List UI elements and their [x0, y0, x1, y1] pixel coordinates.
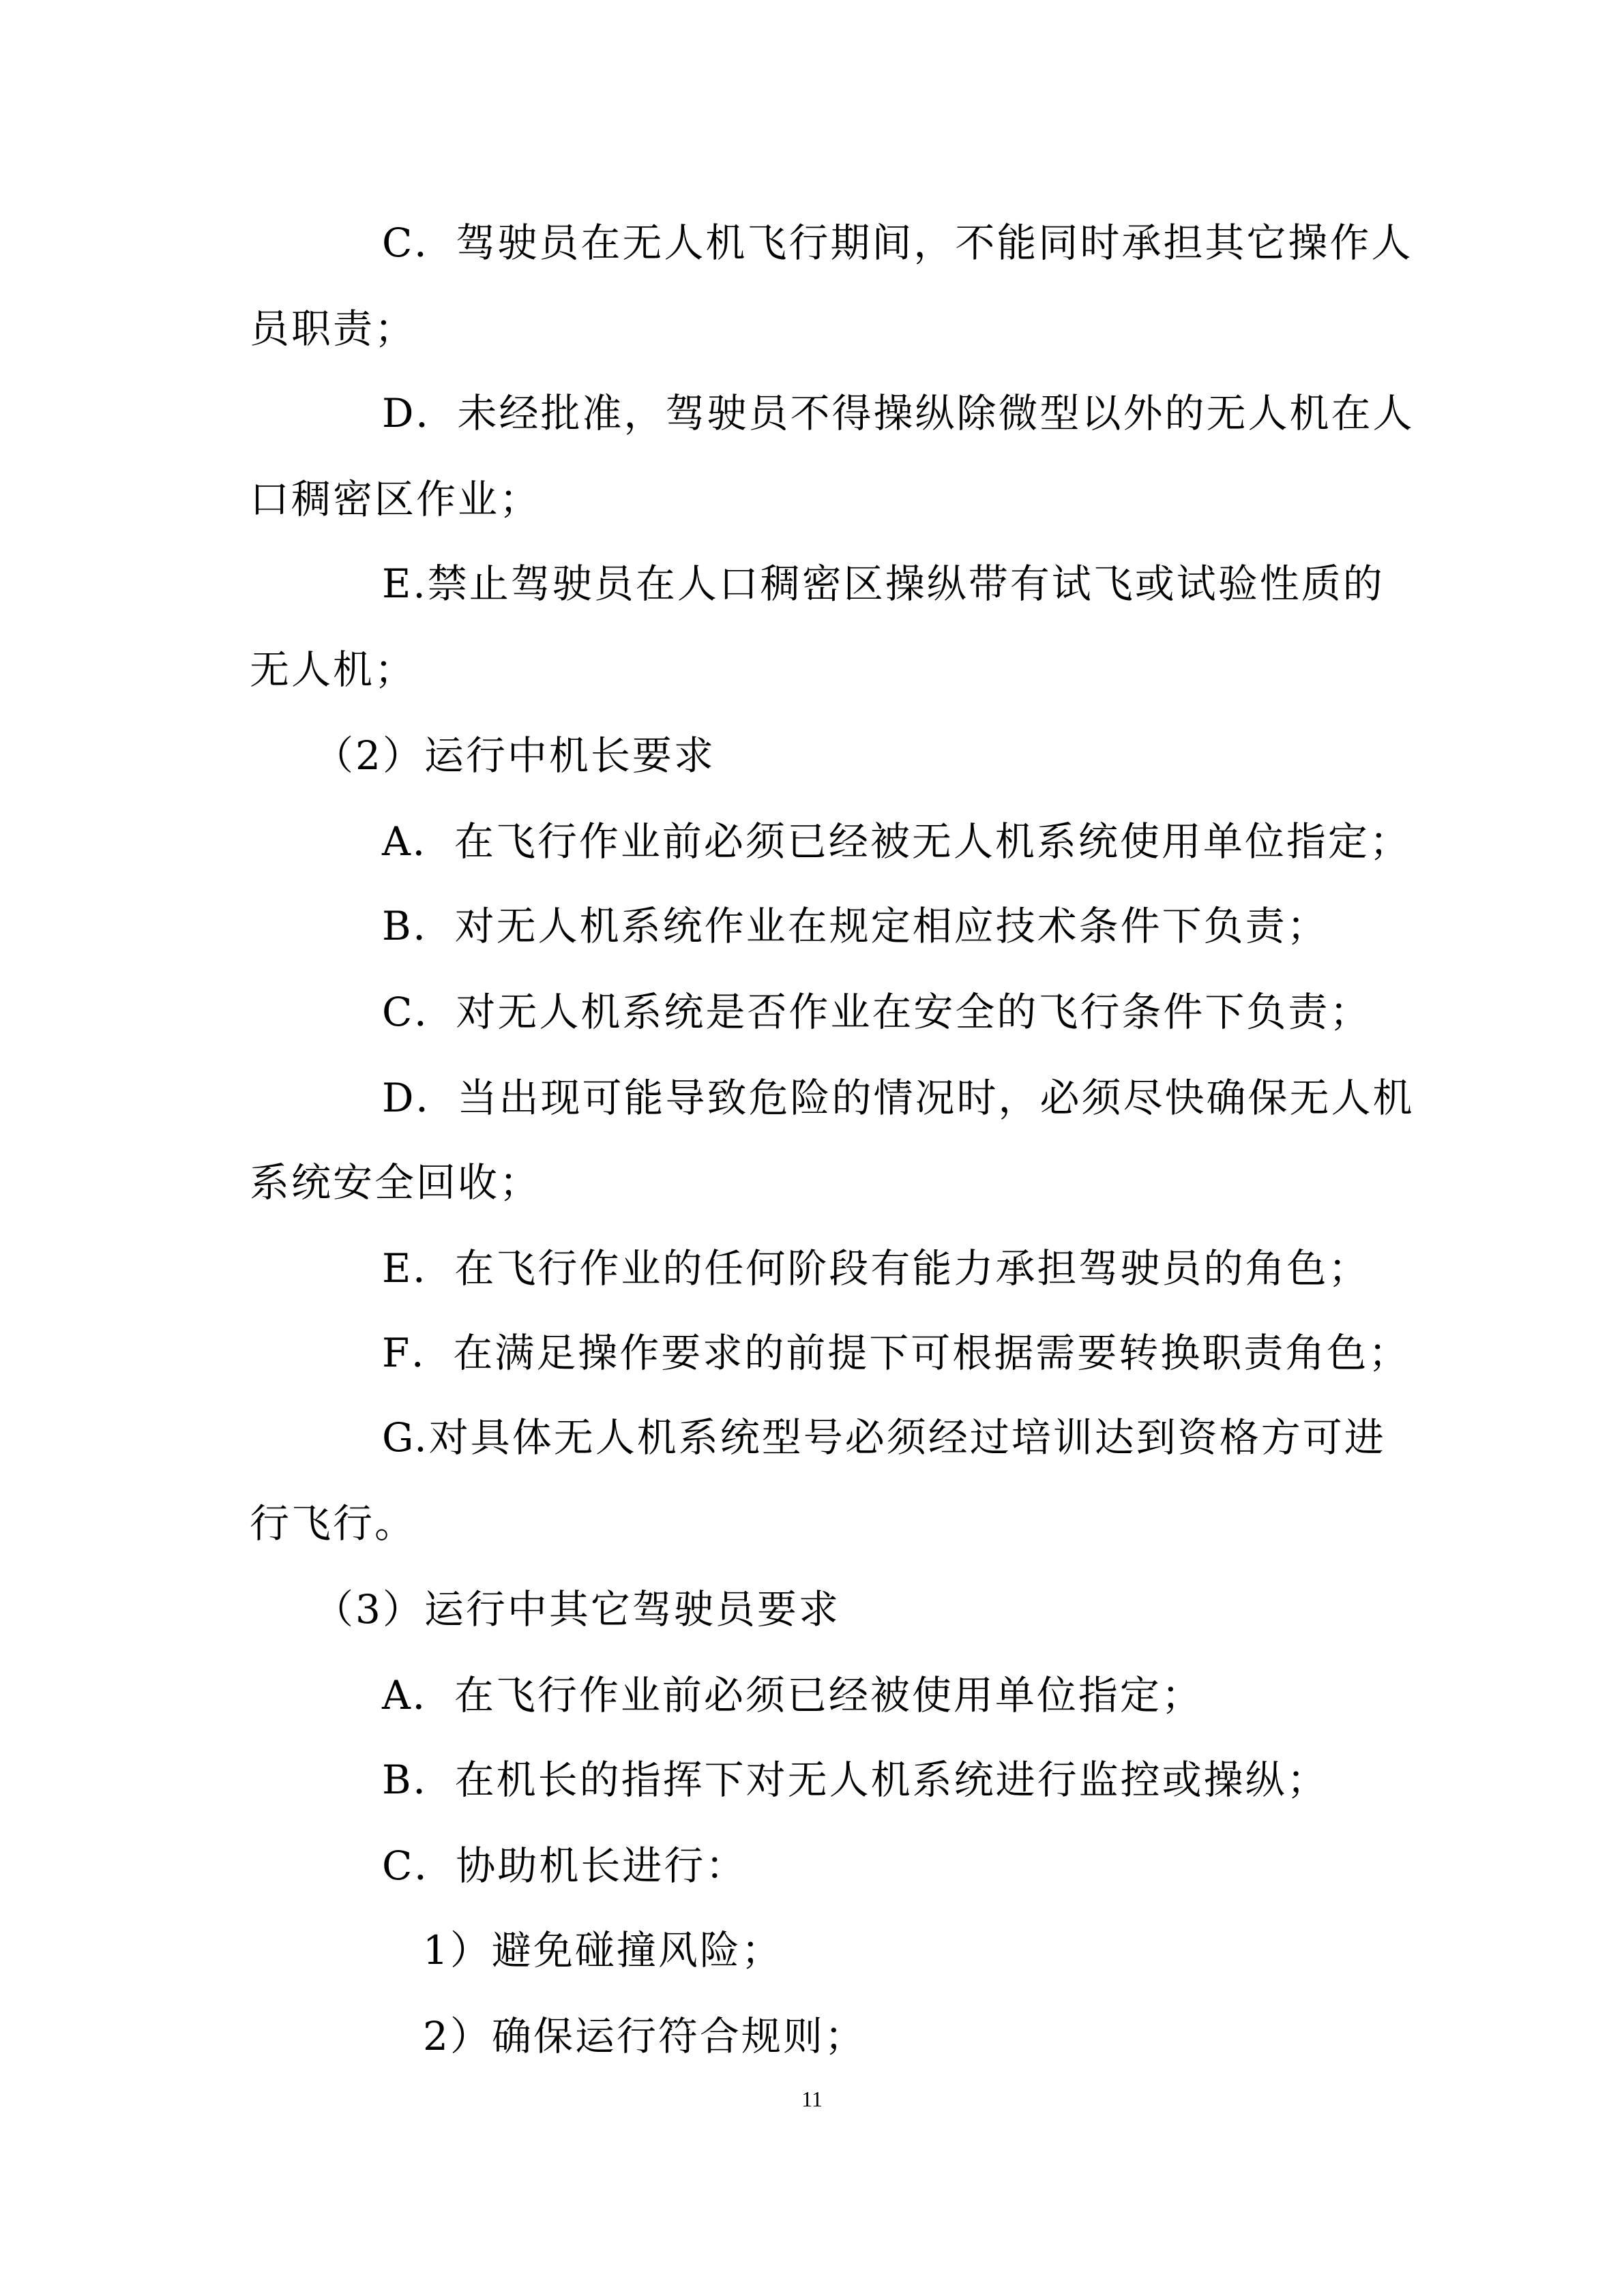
paragraph-line: C．对无人机系统是否作业在安全的飞行条件下负责；	[382, 989, 1372, 1035]
paragraph-line: E.禁止驾驶员在人口稠密区操纵带有试飞或试验性质的	[382, 561, 1385, 607]
paragraph-line: D．当出现可能导致危险的情况时，必须尽快确保无人机	[382, 1075, 1415, 1121]
section-heading: （2）运行中机长要求	[314, 732, 715, 779]
paragraph-line: F．在满足操作要求的前提下可根据需要转换职责角色；	[382, 1330, 1411, 1376]
paragraph-line: G.对具体无人机系统型号必须经过培训达到资格方可进	[382, 1414, 1386, 1461]
paragraph-line: 员职责；	[250, 305, 417, 352]
paragraph-line: 系统安全回收；	[250, 1159, 542, 1206]
paragraph-line: 行飞行。	[250, 1500, 417, 1547]
paragraph-line: C．协助机长进行：	[382, 1843, 748, 1889]
paragraph-line: B．在机长的指挥下对无人机系统进行监控或操纵；	[382, 1757, 1329, 1803]
paragraph-line: 无人机；	[250, 646, 417, 693]
list-item: 2）确保运行符合规则；	[423, 2013, 866, 2059]
list-item: 1）避免碰撞风险；	[423, 1927, 783, 1973]
page-number: 11	[801, 2087, 823, 2111]
section-heading: （3）运行中其它驾驶员要求	[314, 1586, 840, 1632]
paragraph-line: E．在飞行作业的任何阶段有能力承担驾驶员的角色；	[382, 1245, 1370, 1292]
paragraph-line: C．驾驶员在无人机飞行期间，不能同时承担其它操作人	[382, 220, 1413, 266]
paragraph-line: A．在飞行作业前必须已经被无人机系统使用单位指定；	[382, 818, 1411, 865]
paragraph-line: A．在飞行作业前必须已经被使用单位指定；	[382, 1672, 1203, 1718]
paragraph-line: B．对无人机系统作业在规定相应技术条件下负责；	[382, 903, 1329, 949]
paragraph-line: D．未经批准，驾驶员不得操纵除微型以外的无人机在人	[382, 390, 1415, 436]
paragraph-line: 口稠密区作业；	[250, 476, 542, 522]
